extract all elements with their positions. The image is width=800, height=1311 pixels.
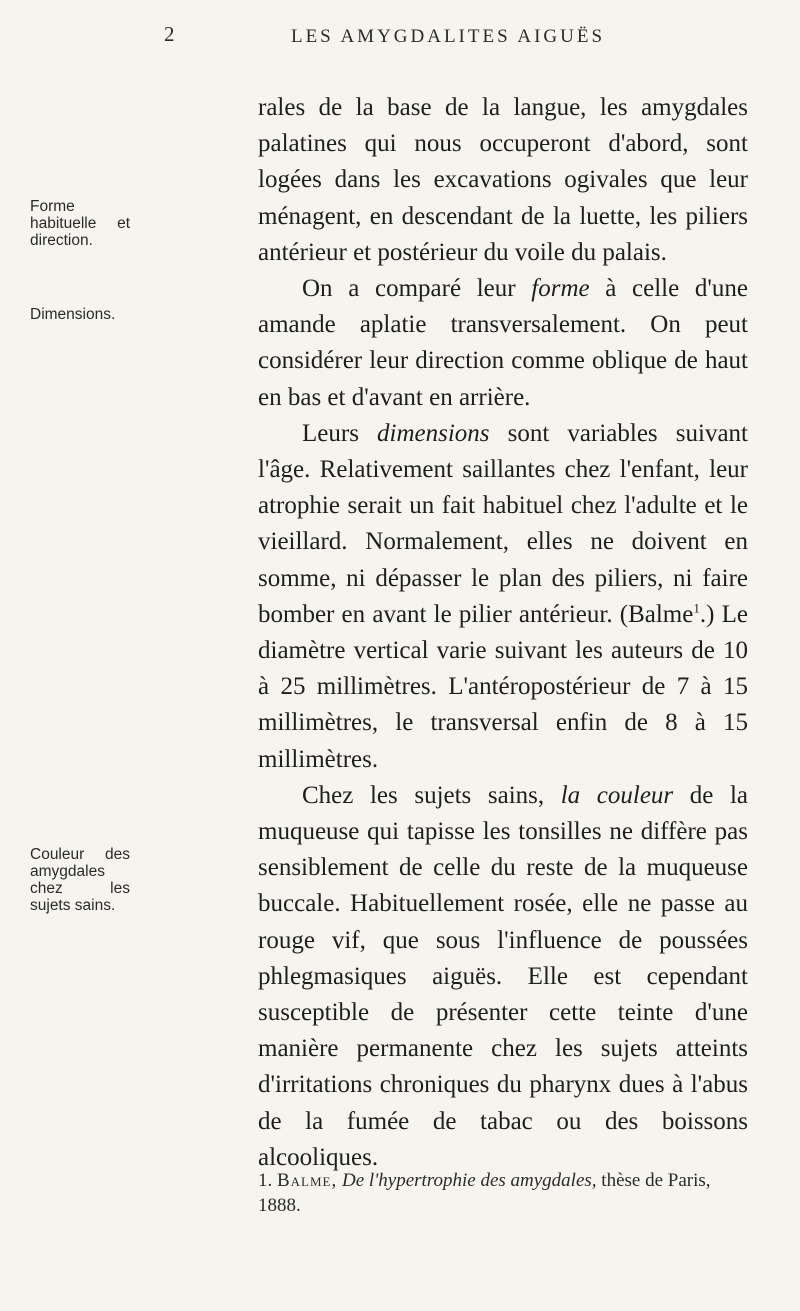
paragraph-4-rest: de la muqueuse qui tapisse les tonsilles ne diffère pas sensiblement de celle du reste de la muqueuse buccale. Habituellement rosée, elle ne passe au rouge vif, que sous l'influence de poussées phlegmasiques aiguës. Elle est cependant susceptible de présenter cette teinte d'une manière permanente chez les sujets atteints d'irritations chroniques du pharynx dues à l'abus de la fumée de tabac ou des boissons alcooliques. — [258, 781, 748, 1171]
page-number: 2 — [164, 22, 175, 46]
paragraph-3-middle: sont variables suivant l'âge. Relativement saillantes chez l'enfant, leur atrophie serait un fait habituel chez l'adulte et le vieillard. Normalement, elles ne doivent en somme, ni dépasser le plan des piliers, ni faire bomber en avant le pilier antérieur. (Balme — [258, 419, 748, 628]
paragraph-4 — [258, 778, 748, 1176]
paragraph-2-start: On a comparé leur — [302, 275, 532, 303]
paragraph-2 — [258, 271, 748, 416]
footnote-title: De l'hypertrophie des amygdales, — [342, 1170, 597, 1191]
emphasis-forme: forme — [531, 275, 590, 303]
margin-note-forme: Forme habituelle et direction. — [30, 198, 130, 249]
footnote-author: Balme, — [277, 1170, 338, 1191]
footnote-rest: thèse de Paris, 1888. — [258, 1170, 711, 1216]
paragraph-1-text: rales de la base de la langue, les amygdales palatines qui nous occuperont d'abord, sont logées dans les excavations ogivales que leur ménagent, en descendant de la luette, les piliers antérieur et postérieur du voile du palais. — [258, 94, 748, 266]
margin-note-couleur: Couleur des amygdales chez les sujets sains. — [30, 846, 130, 914]
paragraph-2-rest: à celle d'une amande aplatie transversalement. On peut considérer leur direction comme oblique de haut en bas et d'avant en arrière. — [258, 275, 748, 411]
footnote-number: 1. — [258, 1170, 273, 1191]
paragraph-1 — [258, 90, 748, 271]
paragraph-4-start: Chez les sujets sains, — [302, 781, 561, 809]
paragraph-3-start: Leurs — [302, 419, 378, 447]
body-text — [258, 90, 748, 1176]
paragraph-3-rest: .) Le diamètre vertical varie suivant les auteurs de 10 à 25 millimètres. L'antéropostérieur de 7 à 15 millimètres, le transversal enfin de 8 à 15 millimètres. — [258, 600, 748, 773]
margin-note-dimensions: Dimensions. — [30, 306, 116, 323]
footnote — [258, 1168, 748, 1218]
running-title: LES AMYGDALITES AIGUËS — [290, 26, 606, 47]
footnote-ref: 1 — [693, 600, 700, 616]
emphasis-dimensions: dimensions — [377, 419, 490, 447]
emphasis-couleur: la couleur — [560, 781, 674, 809]
paragraph-3 — [258, 416, 748, 778]
